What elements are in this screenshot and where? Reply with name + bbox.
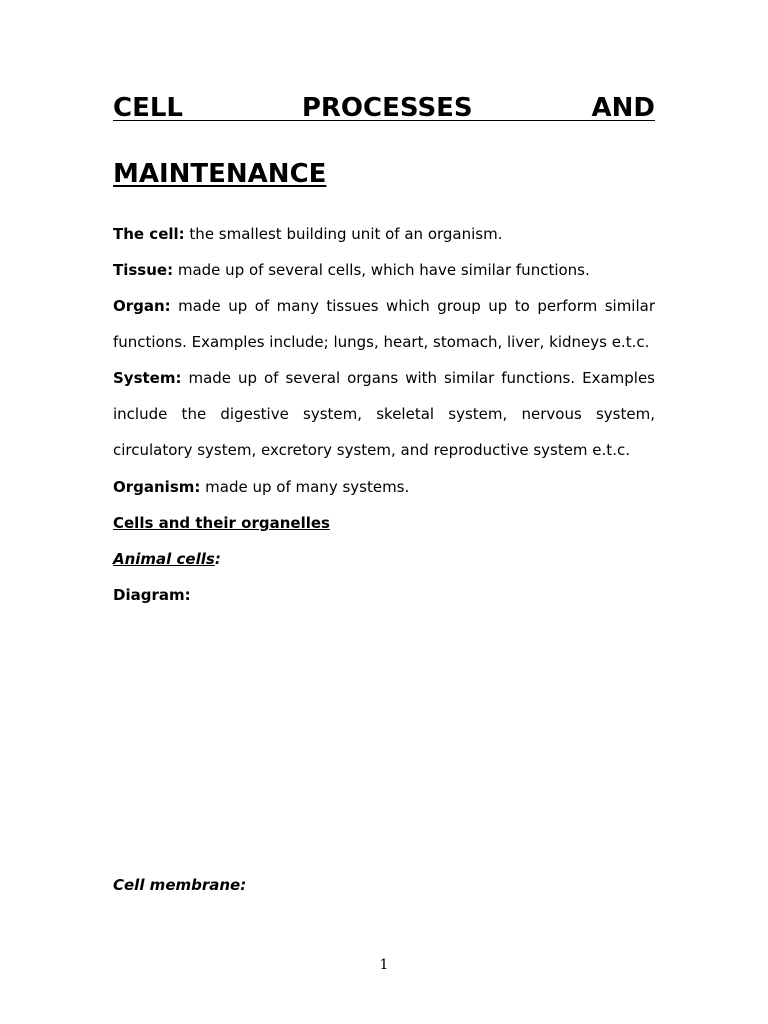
definition-organ: [113, 288, 655, 360]
title-word-cell: CELL: [113, 93, 183, 123]
diagram-label: [113, 577, 655, 613]
definition-system: [113, 360, 655, 468]
definition-organism: [113, 469, 655, 505]
definition-text: made up of several cells, which have similar functions.: [173, 261, 590, 279]
title-word-processes: PROCESSES: [301, 93, 473, 123]
diagram-placeholder: [113, 620, 655, 860]
title-line-1: [113, 93, 655, 121]
definition-term: Tissue:: [113, 261, 174, 279]
definition-term: The cell:: [113, 225, 185, 243]
definition-text: made up of many tissues which group up to perform similar functions. Examples include; lungs, heart, stomach, liver, kidneys e.t.c.: [113, 297, 655, 351]
title-line-2: [113, 159, 326, 189]
diagram-label-text: Diagram:: [113, 586, 191, 604]
cell-membrane-label: Cell membrane:: [113, 876, 247, 894]
definition-text: made up of many systems.: [200, 478, 410, 496]
cell-membrane-heading: [113, 867, 655, 903]
subheading-label: Animal cells: [113, 550, 215, 568]
definition-tissue: [113, 252, 655, 288]
definition-term: System:: [113, 369, 182, 387]
section-heading: [113, 505, 655, 541]
subheading-animal-cells: [113, 541, 655, 577]
section-heading-text: Cells and their organelles: [113, 514, 330, 532]
page-number: 1: [379, 957, 389, 973]
definition-term: Organism:: [113, 478, 201, 496]
title-word-and: AND: [591, 93, 655, 123]
title-word-maintenance: MAINTENANCE: [113, 159, 327, 189]
definition-term: Organ:: [113, 297, 171, 315]
definition-text: the smallest building unit of an organism.: [184, 225, 503, 243]
definition-text: made up of several organs with similar functions. Examples include the digestive system, skeletal system, nervous system, circulatory system, excretory system, and reproductive system e.t.c.: [113, 369, 655, 459]
subheading-suffix: :: [214, 550, 221, 568]
definition-cell: [113, 216, 655, 252]
